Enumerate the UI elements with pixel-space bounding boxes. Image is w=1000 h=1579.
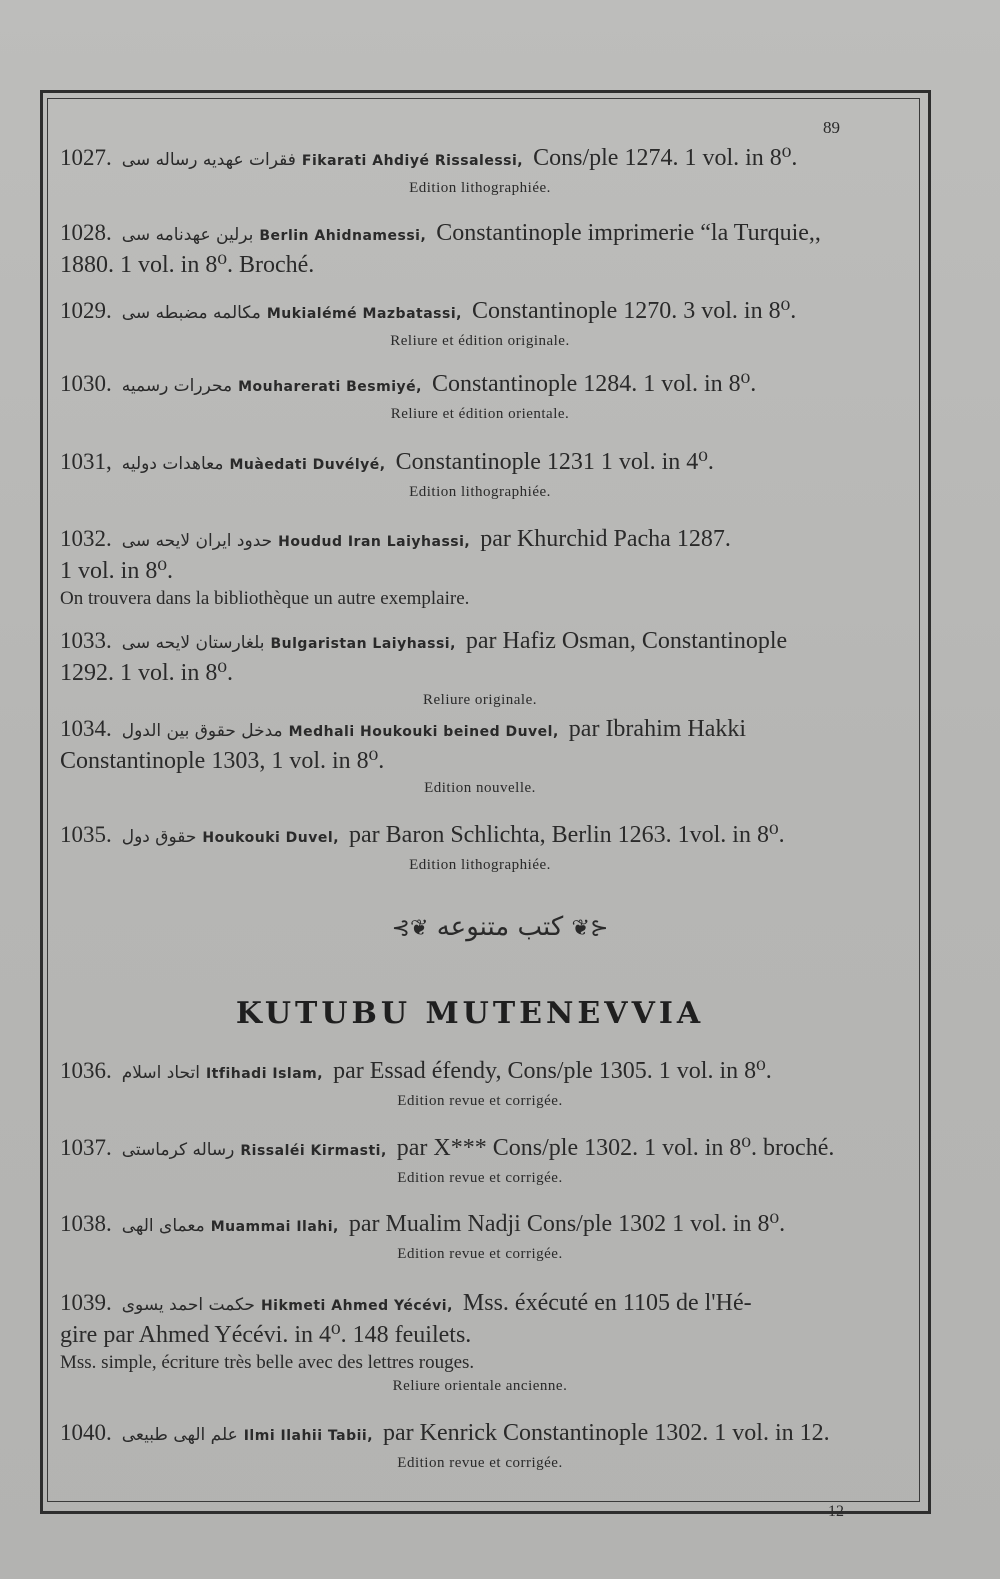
entry-note: Reliure originale. [423, 692, 537, 708]
catalog-entry [60, 296, 900, 350]
entry-number: 1039. [60, 1290, 112, 1315]
entry-number: 1036. [60, 1058, 112, 1083]
arabic-title: مكالمه مضبطه سى [121, 303, 261, 323]
entry-note: Reliure et édition orientale. [390, 406, 570, 422]
entry-details: Constantinople 1231 1 vol. in 4⁰. [395, 449, 714, 475]
flourish-left-icon: ⊰❦ [391, 916, 429, 941]
entry-number: 1028. [60, 220, 112, 245]
entry-details: par Ibrahim Hakki [568, 716, 747, 742]
entry-details-cont: 1 vol. in 8⁰. [60, 558, 173, 584]
entry-note: Edition revue et corrigée. [397, 1093, 563, 1109]
flourish-right-icon: ❦⊱ [571, 916, 609, 941]
catalog-entry [60, 524, 900, 610]
entry-details: par X*** Cons/ple 1302. 1 vol. in 8⁰. broché. [396, 1135, 835, 1161]
catalog-entry [60, 714, 900, 797]
arabic-title: حكمت احمد يسوى [121, 1295, 255, 1315]
entry-details-cont: 1880. 1 vol. in 8⁰. Broché. [60, 252, 315, 278]
page-number: 89 [823, 118, 840, 137]
catalog-entry [60, 626, 900, 709]
entry-number: 1031, [60, 449, 112, 474]
arabic-title: علم الهى طبيعى [121, 1425, 238, 1445]
catalog-entry [60, 1133, 900, 1187]
arabic-title: بلغارستان لايحه سى [121, 633, 265, 653]
arabic-title: حقوق دول [121, 827, 197, 847]
entry-note: Edition revue et corrigée. [397, 1455, 563, 1471]
catalog-entry [60, 218, 900, 280]
entry-details: par Essad éfendy, Cons/ple 1305. 1 vol. in 8⁰. [333, 1058, 772, 1084]
transliterated-title: Houdud Iran Laiyhassi, [278, 534, 471, 550]
entry-details-cont: 1292. 1 vol. in 8⁰. [60, 660, 233, 686]
catalog-entry [60, 1288, 900, 1395]
entry-note: Edition lithographiée. [409, 484, 551, 500]
entry-note: On trouvera dans la bibliothèque un autre exemplaire. [60, 588, 470, 609]
entry-note-left: Mss. simple, écriture très belle avec des lettres rouges. [60, 1352, 475, 1373]
arabic-title: فقرات عهديه رساله سى [121, 150, 296, 170]
entry-note: Reliure et édition originale. [390, 333, 570, 349]
transliterated-title: Rissaléi Kirmasti, [240, 1143, 387, 1159]
arabic-title: محررات رسميه [121, 376, 233, 396]
entry-details: Mss. éxécuté en 1105 de l'Hé- [462, 1290, 752, 1316]
entry-number: 1038. [60, 1211, 112, 1236]
entry-details-cont: Constantinople 1303, 1 vol. in 8⁰. [60, 748, 385, 774]
entry-details: par Kenrick Constantinople 1302. 1 vol. in 12. [383, 1420, 830, 1446]
entry-details: Cons/ple 1274. 1 vol. in 8⁰. [533, 145, 798, 171]
transliterated-title: Hikmeti Ahmed Yécévi, [260, 1298, 453, 1314]
transliterated-title: Houkouki Duvel, [202, 830, 340, 846]
transliterated-title: Berlin Ahidnamessi, [259, 228, 427, 244]
entry-details-cont: gire par Ahmed Yécévi. in 4⁰. 148 feuilets. [60, 1322, 472, 1348]
catalog-entry [60, 369, 900, 423]
entry-note: Edition revue et corrigée. [397, 1170, 563, 1186]
entry-number: 1029. [60, 298, 112, 323]
transliterated-title: Ilmi Ilahii Tabii, [243, 1428, 374, 1444]
arabic-title: مدخل حقوق بين الدول [121, 721, 283, 741]
entry-number: 1030. [60, 371, 112, 396]
entry-details: Constantinople 1284. 1 vol. in 8⁰. [431, 371, 757, 397]
entry-details: par Mualim Nadji Cons/ple 1302 1 vol. in 8⁰. [348, 1211, 786, 1237]
entry-details: Constantinople 1270. 3 vol. in 8⁰. [471, 298, 797, 324]
transliterated-title: Fikarati Ahdiyé Rissalessi, [301, 153, 524, 169]
signature-mark: 12 [828, 1503, 844, 1520]
transliterated-title: Mouharerati Besmiyé, [238, 379, 422, 395]
entry-number: 1035. [60, 822, 112, 847]
entry-note: Edition lithographiée. [409, 857, 551, 873]
arabic-title: اتحاد اسلام [121, 1063, 200, 1083]
entry-number: 1027. [60, 145, 112, 170]
entry-note: Reliure orientale ancienne. [392, 1378, 568, 1394]
entry-number: 1040. [60, 1420, 112, 1445]
entry-number: 1033. [60, 628, 112, 653]
entry-details: par Khurchid Pacha 1287. [480, 526, 731, 552]
entry-details: Constantinople imprimerie “la Turquie,, [436, 220, 821, 246]
entry-number: 1034. [60, 716, 112, 741]
transliterated-title: Itfihadi Islam, [205, 1066, 324, 1082]
section-heading: KUTUBU MUTENEVVIA [235, 996, 705, 1031]
transliterated-title: Muàedati Duvélyé, [229, 457, 386, 473]
catalog-entry [60, 1056, 900, 1110]
transliterated-title: Bulgaristan Laiyhassi, [270, 636, 456, 652]
section-arabic-title: كتب متنوعه [436, 912, 564, 942]
arabic-title: برلين عهدنامه سى [121, 225, 254, 245]
arabic-title: حدود ايران لايحه سى [121, 531, 273, 551]
catalog-entry [60, 143, 900, 197]
arabic-title: معاهدات دوليه [121, 454, 224, 474]
entry-number: 1037. [60, 1135, 112, 1160]
entry-details: par Hafiz Osman, Constantinople [465, 628, 788, 654]
transliterated-title: Muammai Ilahi, [210, 1219, 339, 1235]
section-ornament [0, 912, 1000, 942]
entry-details: par Baron Schlichta, Berlin 1263. 1vol. in 8⁰. [349, 822, 785, 848]
transliterated-title: Mukialémé Mazbatassi, [266, 306, 462, 322]
catalog-entry [60, 1209, 900, 1263]
entry-note: Edition nouvelle. [424, 780, 536, 796]
entry-note: Edition revue et corrigée. [397, 1246, 563, 1262]
arabic-title: رساله كرماستى [121, 1140, 235, 1160]
arabic-title: معماى الهى [121, 1216, 205, 1236]
catalog-entry [60, 1418, 900, 1472]
entry-note: Edition lithographiée. [409, 180, 551, 196]
catalog-entry [60, 820, 900, 874]
catalog-entry [60, 447, 900, 501]
transliterated-title: Medhali Houkouki beined Duvel, [288, 724, 559, 740]
entry-number: 1032. [60, 526, 112, 551]
